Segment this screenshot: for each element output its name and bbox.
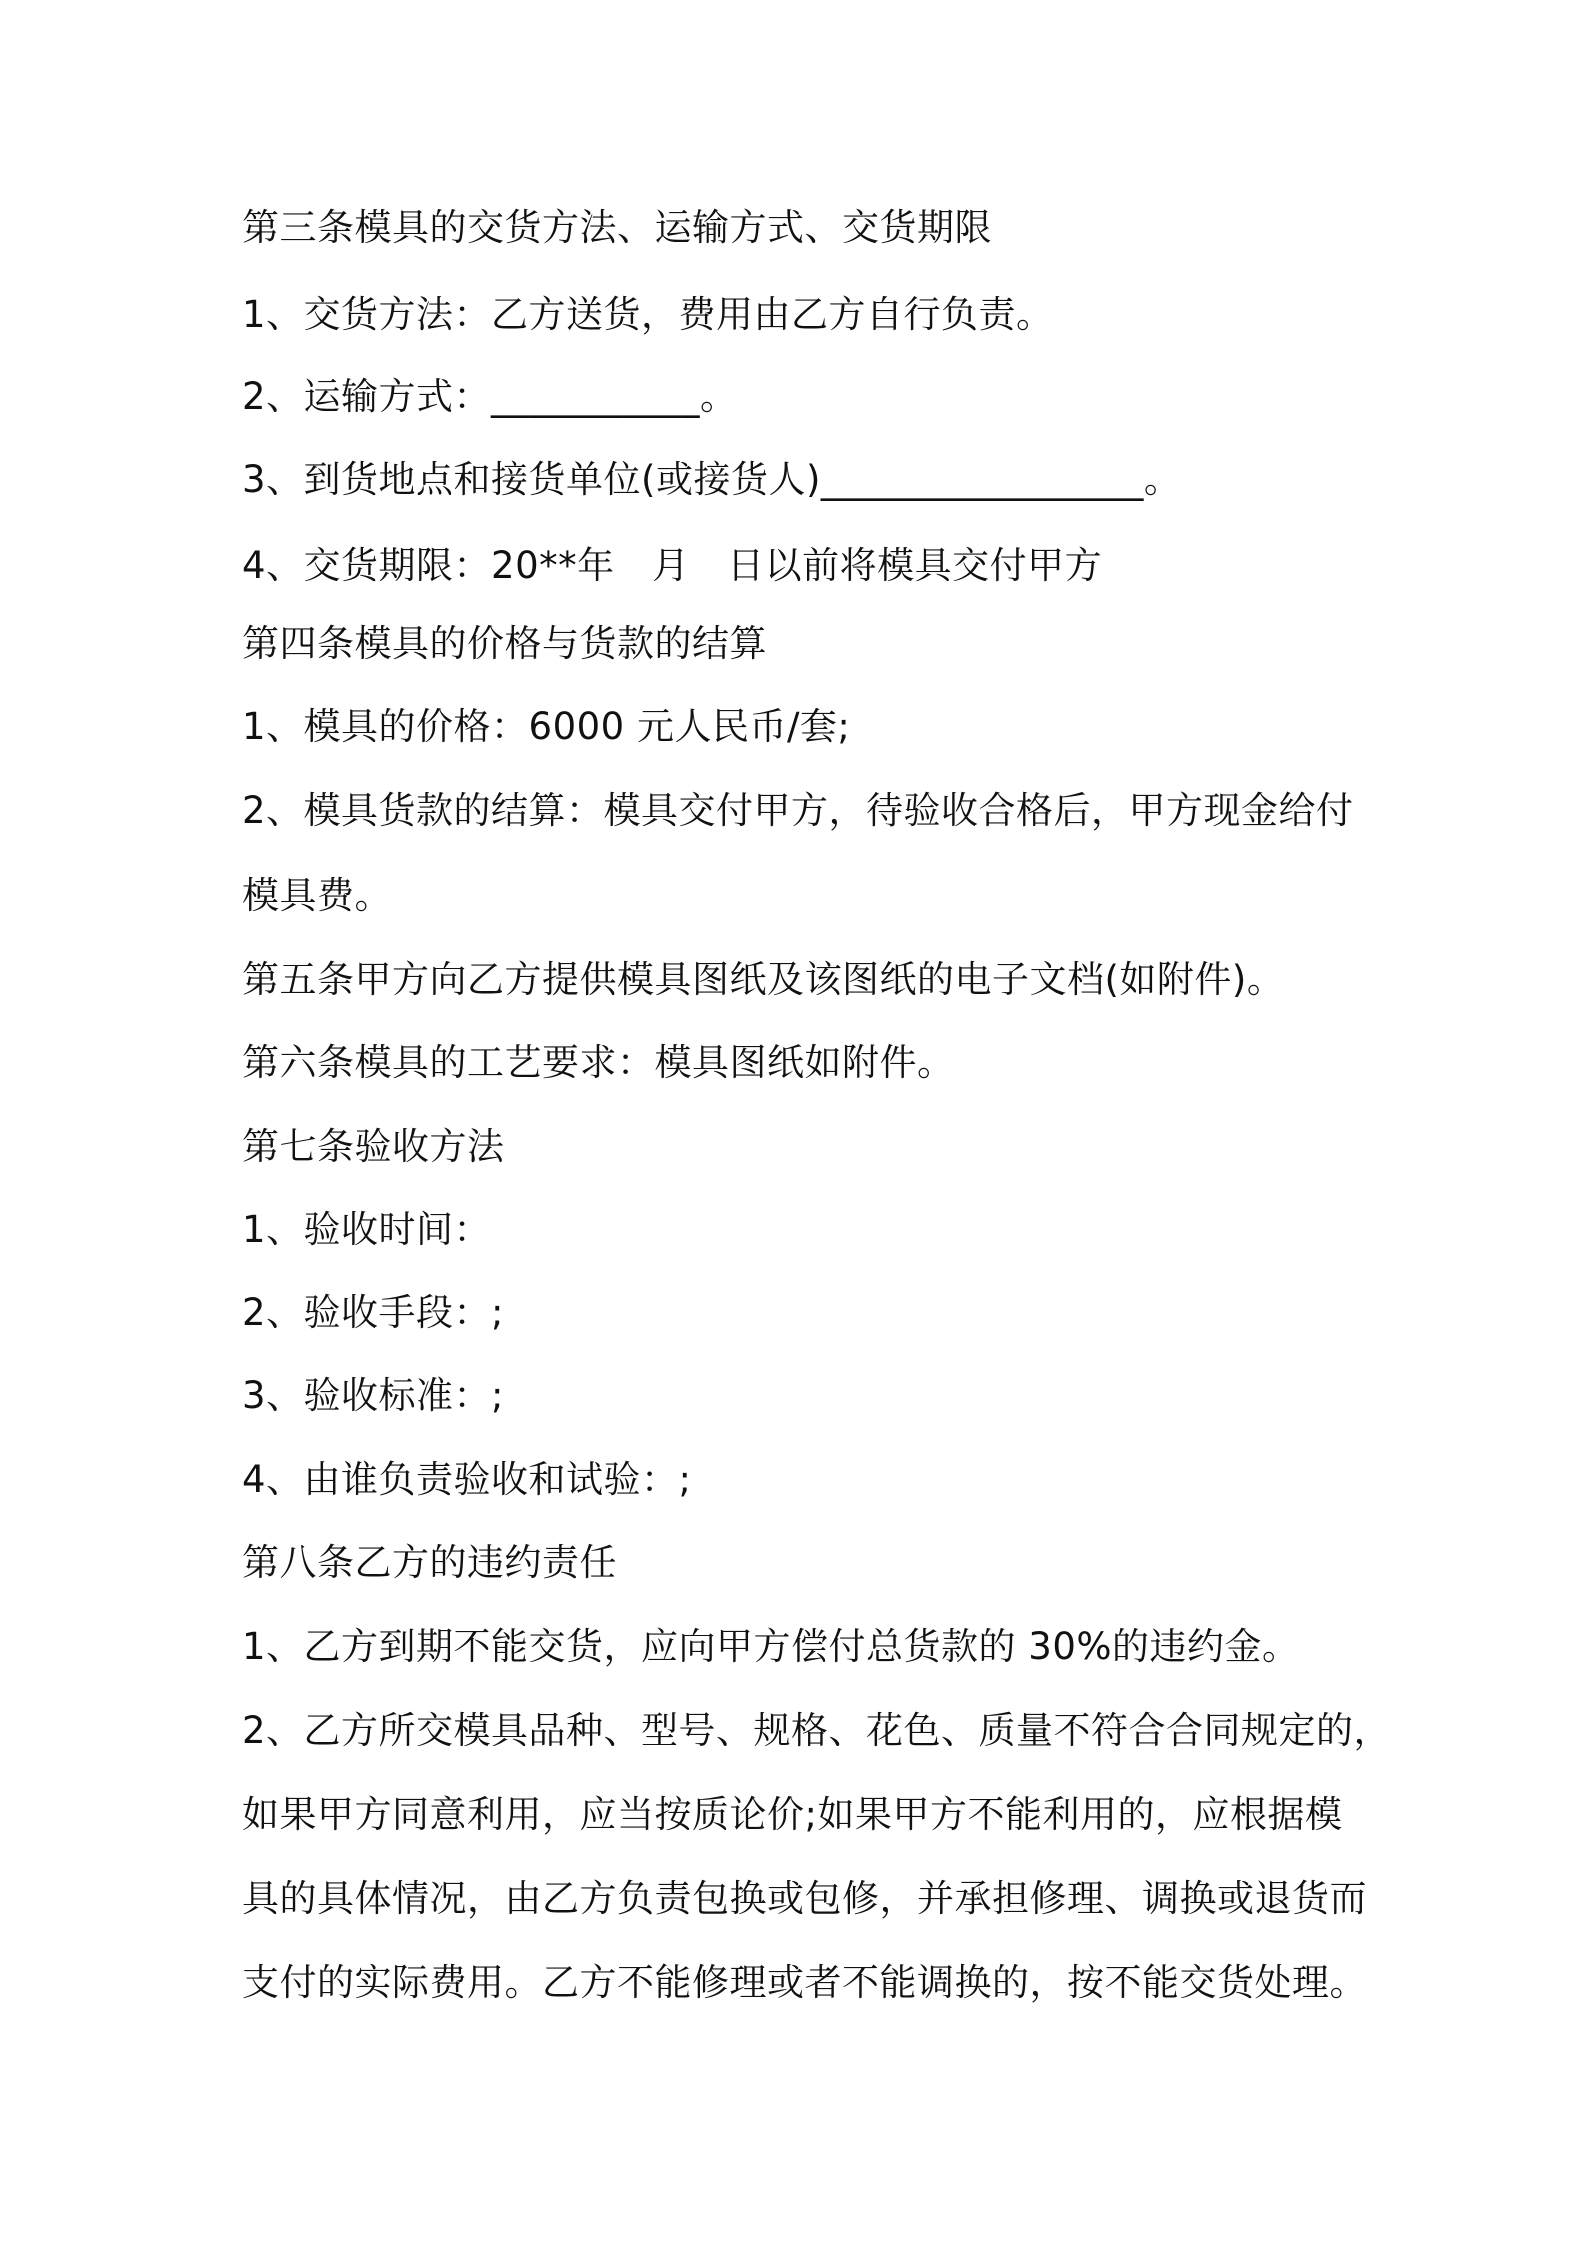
article-4-item-2-continued: 模具费。 — [242, 874, 392, 917]
article-3-item-3: 3、到货地点和接货单位(或接货人)_________________。 — [242, 458, 1182, 501]
article-8-item-1: 1、乙方到期不能交货，应向甲方偿付总货款的 30%的违约金。 — [242, 1625, 1300, 1668]
article-8-item-2-continued-3: 支付的实际费用。乙方不能修理或者不能调换的，按不能交货处理。 — [242, 1961, 1367, 2004]
article-4-heading: 第四条模具的价格与货款的结算 — [242, 622, 767, 665]
article-8-item-2-continued-2: 具的具体情况，由乙方负责包换或包修，并承担修理、调换或退货而 — [242, 1877, 1367, 1920]
article-8-item-2-continued-1: 如果甲方同意利用，应当按质论价;如果甲方不能利用的，应根据模 — [242, 1793, 1343, 1836]
article-7-item-1: 1、验收时间： — [242, 1208, 492, 1251]
article-7-item-3: 3、验收标准：; — [242, 1374, 505, 1417]
article-4-item-2: 2、模具货款的结算：模具交付甲方，待验收合格后，甲方现金给付 — [242, 789, 1354, 832]
article-5: 第五条甲方向乙方提供模具图纸及该图纸的电子文档(如附件)。 — [242, 958, 1285, 1001]
article-3-item-2: 2、运输方式：___________。 — [242, 375, 738, 418]
article-3-heading: 第三条模具的交货方法、运输方式、交货期限 — [242, 206, 992, 249]
article-8-item-2: 2、乙方所交模具品种、型号、规格、花色、质量不符合合同规定的， — [242, 1709, 1392, 1752]
article-7-heading: 第七条验收方法 — [242, 1125, 505, 1168]
article-6: 第六条模具的工艺要求：模具图纸如附件。 — [242, 1041, 955, 1084]
article-4-item-1: 1、模具的价格：6000 元人民币/套; — [242, 705, 851, 748]
article-3-item-4: 4、交货期限：20**年 月 日以前将模具交付甲方 — [242, 544, 1103, 587]
article-3-item-1: 1、交货方法：乙方送货，费用由乙方自行负责。 — [242, 293, 1054, 336]
article-7-item-4: 4、由谁负责验收和试验：; — [242, 1458, 692, 1501]
article-7-item-2: 2、验收手段：; — [242, 1291, 505, 1334]
article-8-heading: 第八条乙方的违约责任 — [242, 1541, 617, 1584]
